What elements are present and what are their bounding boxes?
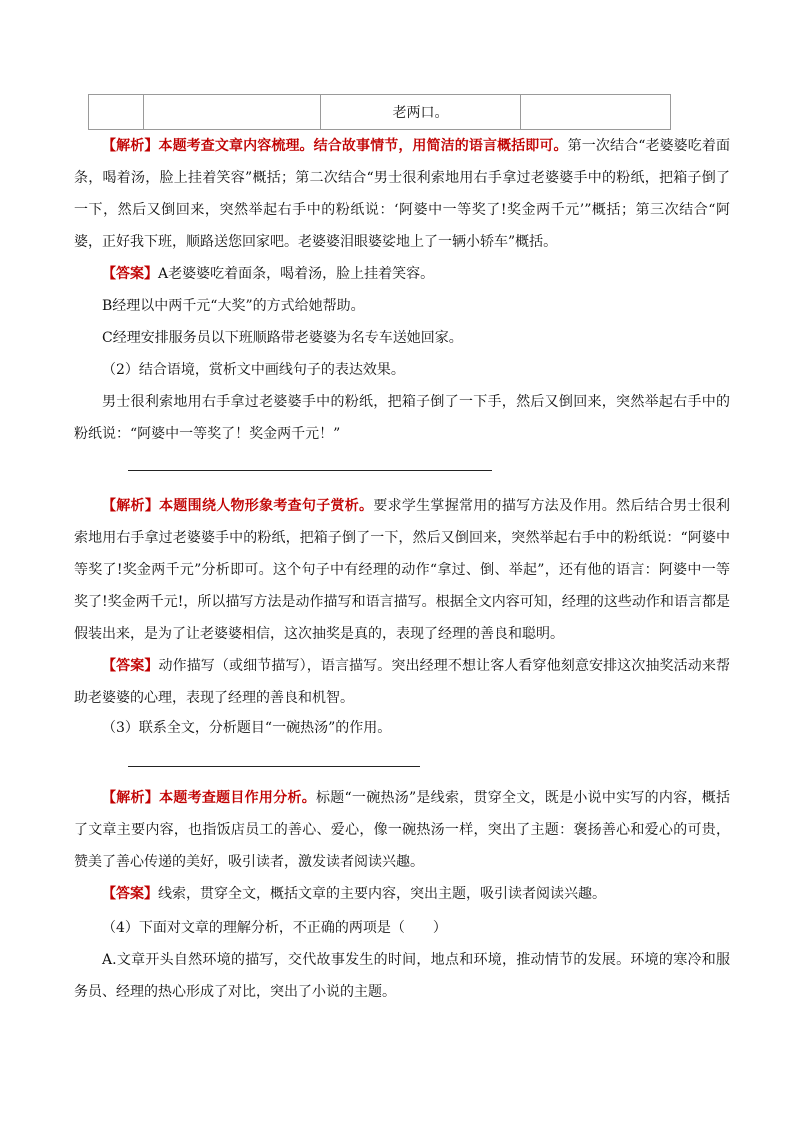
analysis-lead: 本题考查文章内容梳理。结合故事情节，用简洁的语言概括即可。 — [158, 138, 568, 154]
question-4: （4）下面对文章的理解分析，不正确的两项是（ ） — [102, 920, 447, 936]
answer-3 — [74, 878, 730, 910]
question-3: （3）联系全文，分析题目“一碗热汤”的作用。 — [102, 720, 392, 736]
option-a — [74, 944, 730, 1008]
answer-blank-line — [128, 470, 492, 471]
analysis-tag: 【解析】 — [102, 138, 159, 154]
text-line: 面条，喝着汤，脸上挂着笑容”概括；第二次结合“男士很利索地用右手拿过老婆婆手中的粉纸，把箱子 — [74, 138, 731, 186]
text-line: 动作描写（或细节描写），语言描写。突出经理不想让客人看穿他刻意安排这次抽奖活动来帮 — [158, 658, 731, 674]
answer-1-line-b — [74, 290, 730, 322]
text-line: C经理安排服务员以下班顺路带老婆婆为名专车送她回家。 — [102, 330, 463, 346]
text-line: 中等奖了!奖金两千元”分析即可。这个句子中有经理的动作“拿过、倒、举起”，还有他的语言：阿婆中 — [74, 530, 730, 578]
text-line: 言都是假装出来，是为了让老婆婆相信，这次抽奖是真的，表现了经理的善良和聪明。 — [74, 594, 731, 642]
answer-tag: 【答案】 — [102, 658, 159, 674]
answer-table — [88, 94, 671, 130]
analysis-lead: 本题围绕人物形象考查句子赏析。 — [159, 498, 374, 514]
question-2: （2）结合语境，赏析文中画线句子的表达效果。 — [102, 362, 405, 378]
answer-tag: 【答案】 — [102, 266, 158, 282]
text-line: 第一次结合“老婆婆吃着 — [567, 138, 717, 154]
analysis-tag: 【解析】 — [102, 498, 160, 514]
analysis-3 — [74, 782, 730, 878]
text-line: 务员、经理的热心形成了对比，突出了小说的主题。 — [74, 984, 396, 1000]
text-line: 标题“一碗热汤”是线索，贯穿全文，既是小说中实写的内容，概 — [315, 790, 716, 806]
analysis-1 — [74, 130, 730, 258]
answer-tag: 【答案】 — [102, 886, 158, 902]
table-cell — [521, 95, 671, 130]
table-cell — [144, 95, 321, 130]
text-line: 助老婆婆的心理，表现了经理的善良和机智。 — [74, 690, 354, 706]
text-line: 赞美了善心传递的美好，吸引读者，激发读者阅读兴趣。 — [74, 854, 424, 870]
text-line: 倒了一下，然后又倒回来，突然举起右手中的粉纸说：‘阿婆中一等奖了!奖金两千元’”概括；第三次结 — [74, 170, 731, 218]
text-line: 粉纸说：“阿婆中一等奖了！奖金两千元！” — [74, 426, 341, 442]
answer-blank-line — [128, 766, 420, 767]
text-line: 男士很利索地用右手拿过老婆婆手中的粉纸，把箱子倒了一下手，然后又倒回来，突然举起右手中的 — [102, 394, 730, 410]
text-line: A.文章开头自然环境的描写，交代故事发生的时间，地点和环境，推动情节的发展。环境的寒冷和服 — [102, 952, 730, 968]
text-line: 括了文章主要内容，也指饭店员工的善心、爱心，像一碗热汤一样，突出了主题：褒扬善心和爱心的可贵， — [74, 790, 730, 838]
text-line: 一等奖了!奖金两千元!，所以描写方法是动作描写和语言描写。根据全文内容可知，经理的这些动作和语 — [74, 562, 730, 610]
table-cell: 老两口。 — [321, 95, 521, 130]
text-line: 合“阿婆，正好我下班，顺路送您回家吧。老婆婆泪眼婆娑地上了一辆小轿车”概括。 — [74, 202, 730, 250]
analysis-lead: 本题考查题目作用分析。 — [159, 790, 316, 806]
answer-1-line-c — [74, 322, 730, 354]
table-cell — [89, 95, 144, 130]
text-line: 线索，贯穿全文，概括文章的主要内容，突出主题，吸引读者阅读兴趣。 — [158, 886, 606, 902]
text-line: B经理以中两千元“大奖”的方式给她帮助。 — [102, 298, 365, 314]
analysis-2 — [74, 490, 730, 650]
text-line: 要求学生掌握常用的描写方法及作用。然后结合男士很利 — [373, 498, 731, 514]
text-line: A老婆婆吃着面条，喝着汤，脸上挂着笑容。 — [158, 266, 435, 282]
table-row — [89, 95, 671, 130]
answer-2 — [74, 650, 730, 714]
answer-1-line-a — [74, 258, 730, 290]
analysis-tag: 【解析】 — [102, 790, 160, 806]
text-line: 索地用右手拿过老婆婆手中的粉纸，把箱子倒了一下，然后又倒回来，突然举起右手中的粉纸说：“阿婆 — [74, 530, 716, 546]
question-2-text — [74, 386, 730, 450]
